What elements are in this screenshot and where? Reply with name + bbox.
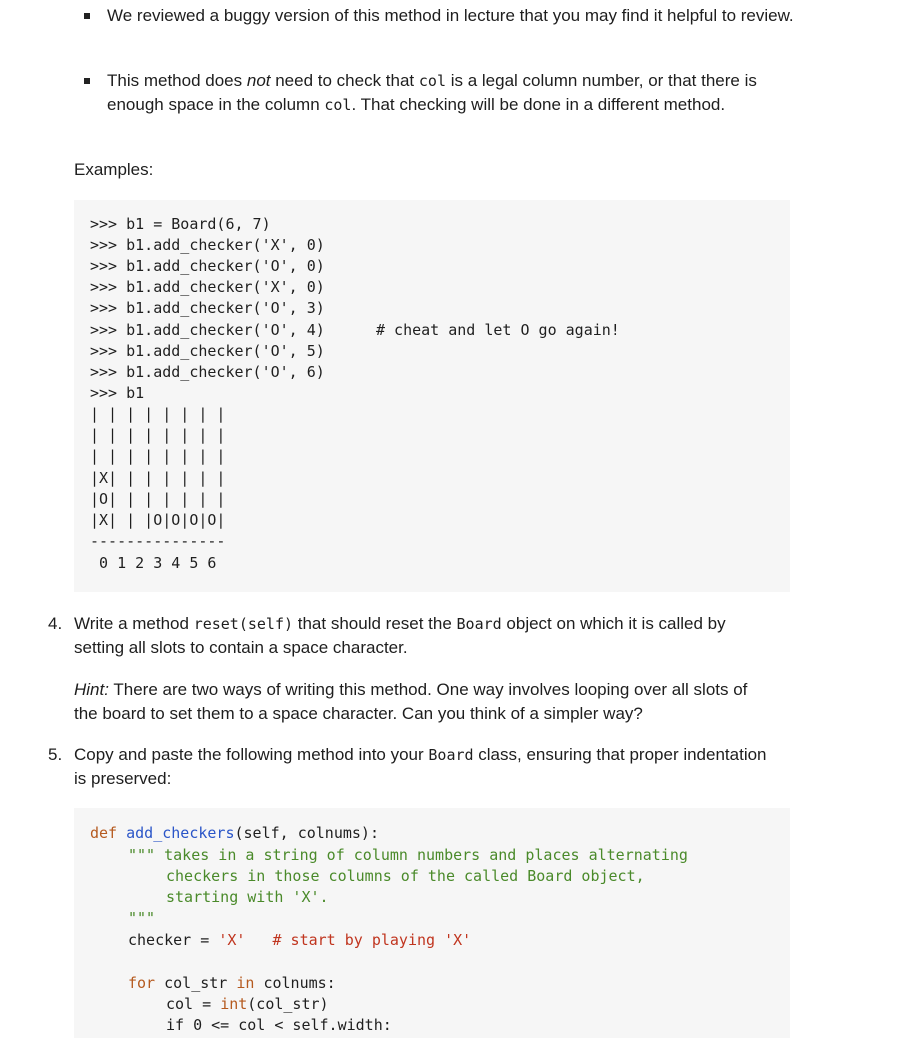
- code-line: if 0 <= col < self.width:: [166, 1016, 392, 1034]
- board-row: | | | | | | | |: [90, 426, 226, 444]
- board-row: |X| | | | | | |: [90, 469, 226, 487]
- code-line: checkers in those columns of the called Board object,: [166, 867, 645, 885]
- example-code-block: [74, 200, 790, 592]
- code-line: starting with 'X'.: [166, 888, 329, 906]
- inline-code: reset(self): [193, 615, 294, 633]
- code-line: >>> b1: [90, 384, 145, 402]
- code-line: >>> b1.add_checker('X', 0): [90, 236, 325, 254]
- item-number: 5.: [48, 745, 63, 764]
- board-column-numbers: 0 1 2 3 4 5 6: [90, 554, 217, 572]
- bullet-text: This method does not need to check that col is a legal column number, or that there is enough space in the column col. That checking will be done in a different method.: [107, 71, 757, 114]
- code-line: >>> b1.add_checker('O', 6): [90, 363, 325, 381]
- inline-code: Board: [428, 746, 474, 764]
- inline-code: col: [324, 96, 352, 114]
- board-row: | | | | | | | |: [90, 447, 226, 465]
- task-item-4: [48, 612, 774, 726]
- code-line: """: [128, 909, 156, 927]
- code-line: checker = 'X' # start by playing 'X': [128, 931, 472, 949]
- code-line: >>> b1.add_checker('X', 0): [90, 278, 325, 296]
- board-row: |O| | | | | | |: [90, 490, 226, 508]
- task-item-5: [48, 743, 774, 791]
- code-line: >>> b1.add_checker('O', 0): [90, 257, 325, 275]
- code-line: >>> b1.add_checker('O', 3): [90, 299, 325, 317]
- board-row: | | | | | | | |: [90, 405, 226, 423]
- examples-label: Examples:: [74, 160, 154, 179]
- bullet-text: We reviewed a buggy version of this method in lecture that you may find it helpful to review.: [107, 6, 794, 25]
- bullet-item-2: [84, 69, 797, 117]
- item-number: 4.: [48, 614, 63, 633]
- code-line: >>> b1 = Board(6, 7): [90, 215, 271, 233]
- inline-code: col: [418, 72, 446, 90]
- code-line: >>> b1.add_checker('O', 4): [90, 321, 325, 339]
- bullet-marker: [84, 78, 90, 84]
- inline-code: Board: [456, 615, 502, 633]
- bullet-item-1: [84, 4, 797, 28]
- code-line: def add_checkers(self, colnums):: [90, 824, 379, 842]
- code-comment: # cheat and let O go again!: [376, 321, 620, 339]
- hint-paragraph: Hint: There are two ways of writing this method. One way involves looping over all slots of the board to set them to a space character. Can you think of a simpler way?: [74, 680, 748, 723]
- method-code-block: [74, 808, 790, 1038]
- board-row: |X| | |O|O|O|O|: [90, 511, 226, 529]
- item-paragraph: Write a method reset(self) that should reset the Board object on which it is called by setting all slots to contain a space character.: [74, 614, 726, 657]
- code-line: >>> b1.add_checker('O', 5): [90, 342, 325, 360]
- bullet-marker: [84, 13, 90, 19]
- code-line: """ takes in a string of column numbers and places alternating: [128, 846, 688, 864]
- board-separator: ---------------: [90, 532, 226, 550]
- code-line: for col_str in colnums:: [128, 974, 336, 992]
- code-line: col = int(col_str): [166, 995, 329, 1013]
- item-paragraph: Copy and paste the following method into your Board class, ensuring that proper indentation is preserved:: [74, 745, 767, 788]
